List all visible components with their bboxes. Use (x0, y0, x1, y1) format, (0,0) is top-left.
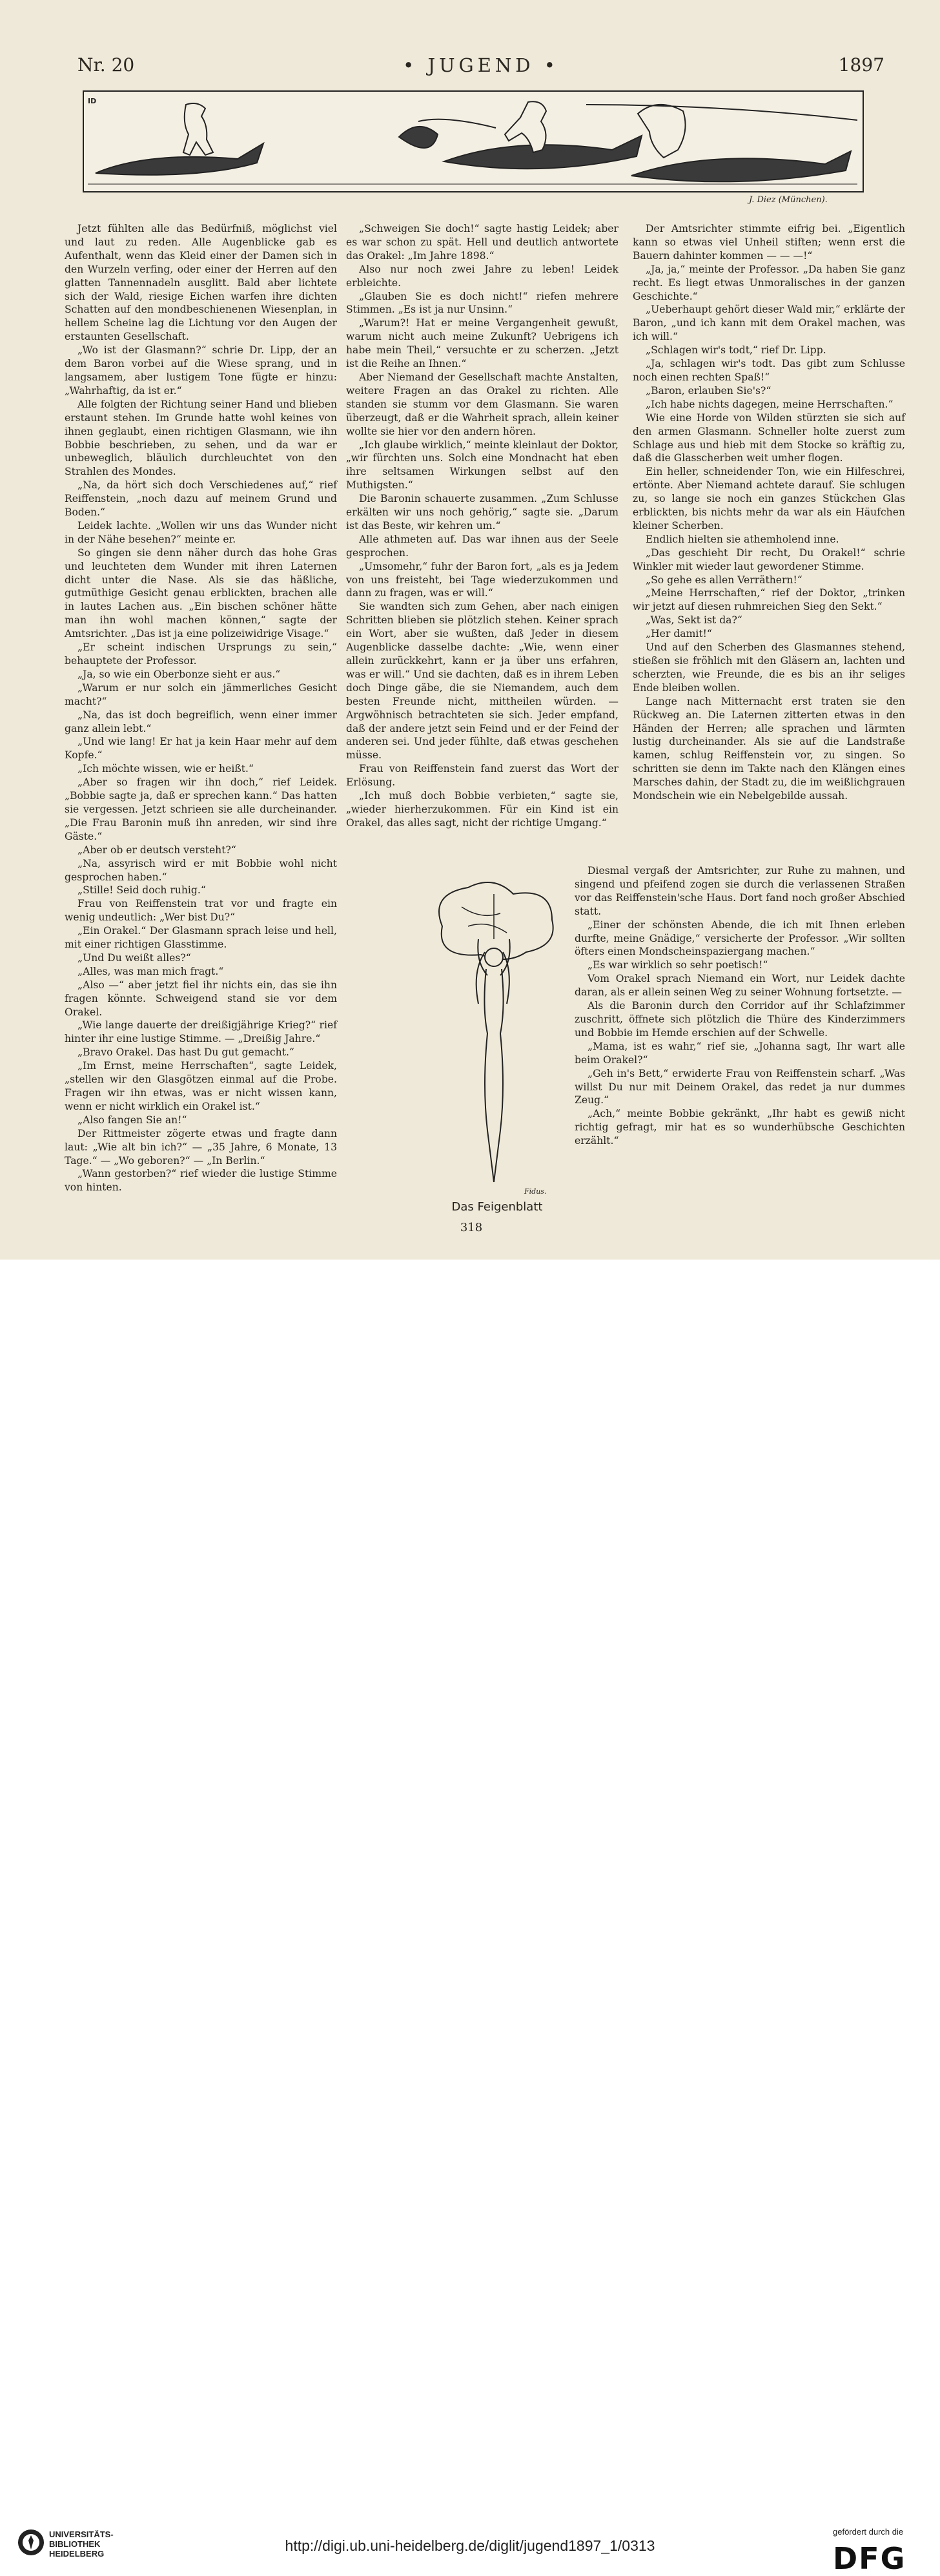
paragraph: „Alles, was man mich fragt.“ (77, 965, 224, 977)
text-column-3-continued (575, 864, 905, 1148)
paragraph: „Her damit!“ (646, 628, 712, 640)
paragraph: Alle folgten der Richtung seiner Hand und blieben erstaunt stehen. Im Grunde hatte wohl keines von ihnen geglaubt, einen richtigen Glasmann, wie ihn Bobbie beschrieben, zu sehen, und da war er unbeweglich, bläulich durchleuchtet von den Strahlen des Mondes. (65, 398, 337, 478)
paragraph: „Wann gestorben?“ rief wieder die lustige Stimme von hinten. (65, 1168, 337, 1194)
library-line: BIBLIOTHEK (49, 2539, 101, 2549)
paragraph: „Das geschieht Dir recht, Du Orakel!“ schrie Winkler mit wieder laut gewordener Stimme. (633, 546, 905, 572)
paragraph: „Ich glaube wirklich,“ meinte kleinlaut der Doktor, „wir fürchten uns. Solch eine Mondnacht hat eben ihre seltsamen Wirkungen selbst auf den Muthigsten.“ (346, 439, 618, 492)
paragraph: „Umsomehr,“ fuhr der Baron fort, „als es ja Jedem von uns freisteht, bei Tage wiederzukommen und dann zu fragen, was er will.“ (346, 560, 618, 599)
funding-label: gefördert durch die (833, 2527, 904, 2537)
page-header (77, 54, 884, 80)
footer-bar (0, 1260, 940, 2576)
paragraph: „Einer der schönsten Abende, die ich mit Ihnen erleben durfte, meine Gnädige,“ versicherte der Professor. „Wir sollten öfters einen Mondscheinspaziergang machen.“ (575, 919, 905, 958)
paragraph: „Stille! Seid doch ruhig.“ (77, 884, 206, 897)
paragraph: „Ja, ja,“ meinte der Professor. „Da haben Sie ganz recht. Es liegt etwas Unmoralisches in der ganzen Geschichte.“ (633, 263, 905, 302)
paragraph: „Es war wirklich so sehr poetisch!“ (588, 959, 768, 971)
library-line: HEIDELBERG (49, 2549, 105, 2559)
paragraph: Wie eine Horde von Wilden stürzten sie sich auf den armen Glasmann. Schneller holte zuerst zum Schlage aus und hieb mit dem Stocke so kräftig zu, daß die Glasscherben weit umher flogen. (633, 411, 905, 464)
paragraph: „Meine Herrschaften,“ rief der Doktor, „trinken wir jetzt auf diesen ruhmreichen Sieg den Sekt.“ (633, 587, 905, 613)
paragraph: „Warum?! Hat er meine Vergangenheit gewußt, warum nicht auch meine Zukunft? Uebrigens ich habe mein Theil,“ versuchte er zu scherzen. „Jetzt ist die Reihe an Ihnen.“ (346, 317, 618, 370)
paragraph: Diesmal vergaß der Amtsrichter, zur Ruhe zu mahnen, und singend und pfeifend zogen sie durch die verlassenen Straßen vor das Reiffenstein'sche Haus. Dort fand noch großer Abschied statt. (575, 865, 905, 917)
illustration-credit: J. Diez (München). (749, 195, 828, 205)
issue-number: Nr. 20 (77, 54, 135, 76)
paragraph: „Also fangen Sie an!“ (77, 1114, 187, 1126)
paragraph: „Baron, erlauben Sie's?“ (646, 384, 771, 397)
paragraph: „Schlagen wir's todt,“ rief Dr. Lipp. (646, 344, 826, 357)
paragraph: „Aber so fragen wir ihn doch,“ rief Leidek. „Bobbie sagte ja, daß er sprechen kann.“ Das hatten sie vergessen. Jetzt schrieen sie alle durcheinander. „Die Frau Baronin muß ihn anreden, wir sind ihre Gäste.“ (65, 776, 337, 842)
dfg-logo: DFG (833, 2541, 906, 2576)
figure-illustration (423, 881, 565, 1198)
paragraph: Also nur noch zwei Jahre zu leben! Leidek erbleichte. (346, 263, 618, 289)
paragraph: Alle athmeten auf. Das war ihnen aus der Seele gesprochen. (346, 533, 618, 559)
year: 1897 (838, 54, 884, 76)
magazine-title: • JUGEND • (403, 54, 559, 76)
paragraph: „Geh in's Bett,“ erwiderte Frau von Reiffenstein scharf. „Was willst Du nur mit Deinem Orakel, das redet ja nur dummes Zeug.“ (575, 1067, 905, 1106)
paragraph: Lange nach Mitternacht erst traten sie den Rückweg an. Die Laternen zitterten etwas in den Händen der Herren; alle sprachen und lärmten lustig durcheinander. Als sie auf die Landstraße kamen, schlug Reiffenstein vor, zu singen. So schritten sie denn im Takte nach den Klängen eines Marsches dahin, der Stadt zu, die im weißlichgrauen Mondschein wie ein Nebelgebilde aussah. (633, 695, 905, 802)
paragraph: „Ueberhaupt gehört dieser Wald mir,“ erklärte der Baron, „und ich kann mit dem Orakel machen, was ich will.“ (633, 304, 905, 343)
text-column-2 (346, 222, 618, 866)
permalink-url[interactable]: http://digi.ub.uni-heidelberg.de/diglit/jugend1897_1/0313 (285, 2537, 655, 2554)
paragraph: „Ja, so wie ein Oberbonze sieht er aus.“ (77, 668, 281, 680)
paragraph: Vom Orakel sprach Niemand ein Wort, nur Leidek dachte daran, als er allein seinen Weg zu seiner Wohnung fortsetzte. — (575, 973, 905, 999)
paragraph: „Na, da hört sich doch Verschiedenes auf,“ rief Reiffenstein, „noch dazu auf meinem Grund und Boden.“ (65, 479, 337, 519)
artist-signature: Fidus. (524, 1187, 547, 1196)
paragraph: „Na, das ist doch begreiflich, wenn einer immer ganz allein lebt.“ (65, 709, 337, 734)
paragraph: „Ja, schlagen wir's todt. Das gibt zum Schlusse noch einen rechten Spaß!“ (633, 358, 905, 383)
paragraph: Ein heller, schneidender Ton, wie ein Hilfeschrei, ertönte. Aber Niemand achtete darauf. Sie schlugen zu, so lange sie noch ein ganzes Stückchen Glas erblickten, bis nichts mehr da war als ein Häufchen kleiner Scherben. (633, 466, 905, 532)
paragraph: „Also —“ aber jetzt fiel ihr nichts ein, das sie ihn fragen könnte. Schweigend stand sie vor dem Orakel. (65, 979, 337, 1018)
paragraph: „Ich möchte wissen, wie er heißt.“ (77, 763, 254, 775)
paragraph: Der Rittmeister zögerte etwas und fragte dann laut: „Wie alt bin ich?“ — „35 Jahre, 6 Monate, 13 Tage.“ — „Wo geboren?“ — „In Berlin.“ (65, 1127, 337, 1167)
paragraph: „Wie lange dauerte der dreißigjährige Krieg?“ rief hinter ihr eine lustige Stimme. — „Dreißig Jahre.“ (65, 1019, 337, 1045)
paragraph: Als die Baronin durch den Corridor auf ihr Schlafzimmer zuschritt, öffnete sich plötzlich die Thüre des Kinderzimmers und Bobbie im Hemde erschien auf der Schwelle. (575, 1000, 905, 1039)
paragraph: Der Amtsrichter stimmte eifrig bei. „Eigentlich kann so etwas viel Unheil stiften; wenn erst die Bauern dahinter kommen — — —!“ (633, 223, 905, 262)
paragraph: „Und Du weißt alles?“ (77, 951, 191, 964)
paragraph: „Aber ob er deutsch versteht?“ (77, 844, 236, 856)
paragraph: „Im Ernst, meine Herrschaften“, sagte Leidek, „stellen wir den Glasgötzen einmal auf die Probe. Fragen wir ihn etwas, was er nicht wissen kann, wenn er nicht wirklich ein Orakel ist.“ (65, 1060, 337, 1112)
paragraph: „Er scheint indischen Ursprungs zu sein,“ behauptete der Professor. (65, 641, 337, 667)
paragraph: „Bravo Orakel. Das hast Du gut gemacht.“ (77, 1046, 294, 1059)
paragraph: „Wo ist der Glasmann?“ schrie Dr. Lipp, der an dem Baron vorbei auf die Wiese sprang, und in langsamem, aber lustigem Tone fügte er hinzu: „Wahrhaftig, da ist er.“ (65, 344, 337, 397)
paragraph: „Glauben Sie es doch nicht!“ riefen mehrere Stimmen. „Es ist ja nur Unsinn.“ (346, 290, 618, 316)
paragraph: „Ach,“ meinte Bobbie gekränkt, „Ihr habt es gewiß nicht richtig gefragt, mir hat es so wunderhübsche Geschichten erzählt.“ (575, 1108, 905, 1147)
paragraph: „Na, assyrisch wird er mit Bobbie wohl nicht gesprochen haben.“ (65, 857, 337, 883)
paragraph: „Und wie lang! Er hat ja kein Haar mehr auf dem Kopfe.“ (65, 736, 337, 762)
paragraph: Jetzt fühlten alle das Bedürfniß, möglichst viel und laut zu reden. Alle Augenblicke gab es Aufenthalt, wenn das Kleid einer der Damen sich in den Wurzeln verfing, oder einer der Herren auf den glatten Tannennadeln ausglitt. Bald aber lichtete sich der Wald, riesige Eichen warfen ihre dichten Schatten auf den mondbeschienenen Wiesenplan, in hellem Scheine lag die Lichtung vor den Augen der erstaunten Gesellschaft. (65, 223, 337, 343)
figure-caption: Das Feigenblatt (451, 1200, 543, 1214)
paragraph: Aber Niemand der Gesellschaft machte Anstalten, weitere Fragen an das Orakel zu richten. Alle standen sie stumm vor dem Glasmann. Sie waren überzeugt, daß er die Wahrheit sprach, allein keiner wollte sie hier vor den andern hören. (346, 371, 618, 437)
paragraph: Endlich hielten sie athemholend inne. (646, 533, 839, 545)
page-number: 318 (460, 1221, 483, 1234)
paragraph: „Warum er nur solch ein jämmerliches Gesicht macht?“ (65, 681, 337, 707)
frieze-illustration (83, 90, 864, 192)
monogram: ID (88, 97, 97, 105)
paragraph: Leidek lachte. „Wollen wir uns das Wunder nicht in der Nähe besehen?“ meinte er. (65, 519, 337, 545)
paragraph: Frau von Reiffenstein trat vor und fragte ein wenig undeutlich: „Wer bist Du?“ (65, 898, 337, 924)
paragraph: Die Baronin schauerte zusammen. „Zum Schlusse erkälten wir uns noch gehörig,“ sagte sie. „Darum ist das Beste, wir kehren um.“ (346, 493, 618, 532)
library-line: UNIVERSITÄTS- (49, 2529, 114, 2539)
scanned-page (0, 0, 940, 1260)
paragraph: „Ein Orakel.“ Der Glasmann sprach leise und hell, mit einer richtigen Glasstimme. (65, 925, 337, 951)
paragraph: Frau von Reiffenstein fand zuerst das Wort der Erlösung. (346, 763, 618, 789)
paragraph: „Ich muß doch Bobbie verbieten,“ sagte sie, „wieder hierherzukommen. Für ein Kind ist ein Orakel, das alles sagt, nicht der richtige Umgang.“ (346, 790, 618, 829)
paragraph: „Was, Sekt ist da?“ (646, 614, 742, 627)
text-column-1 (65, 222, 337, 1204)
paragraph: „Schweigen Sie doch!“ sagte hastig Leidek; aber es war schon zu spät. Hell und deutlich antwortete das Orakel: „Im Jahre 1898.“ (346, 223, 618, 262)
paragraph: Sie wandten sich zum Gehen, aber nach einigen Schritten blieben sie plötzlich stehen. Keiner sprach ein Wort, aber sie wußten, daß Jeder in diesem Augenblicke dasselbe dachte: „Wie, wenn einer allein zurückkehrt, kann er ja über uns erfahren, was er will.“ Und sie dachten, daß es in ihrem Leben doch Dinge gäbe, die sie Niemandem, auch dem besten Freunde nicht, mittheilen würden. — Argwöhnisch betrachteten sie sich. Jeder empfand, daß der andere jetzt sein Feind und er der Feind der anderen sei. Und jeder fühlte, daß etwas geschehen müsse. (346, 601, 618, 762)
paragraph: „Ich habe nichts dagegen, meine Herrschaften.“ (646, 398, 894, 410)
paragraph: So gingen sie denn näher durch das hohe Gras und leuchteten dem Wunder mit ihren Laternen dicht unter die Nase. Als sie das häßliche, gutmüthige Gesicht genau erblickten, brachen alle in lautes Lachen aus. „Ein bischen schöner hätte man ihn wohl machen können,“ sagte der Amtsrichter. „Das ist ja eine polizeiwidrige Visage.“ (65, 546, 337, 640)
paragraph: „So gehe es allen Verräthern!“ (646, 574, 802, 586)
paragraph: Und auf den Scherben des Glasmannes stehend, stießen sie fröhlich mit den Gläsern an, lachten und scherzten, wie Freunde, die es bis an ihr seliges Ende bleiben wollen. (633, 641, 905, 694)
paragraph: „Mama, ist es wahr,“ rief sie, „Johanna sagt, Ihr wart alle beim Orakel?“ (575, 1040, 905, 1066)
